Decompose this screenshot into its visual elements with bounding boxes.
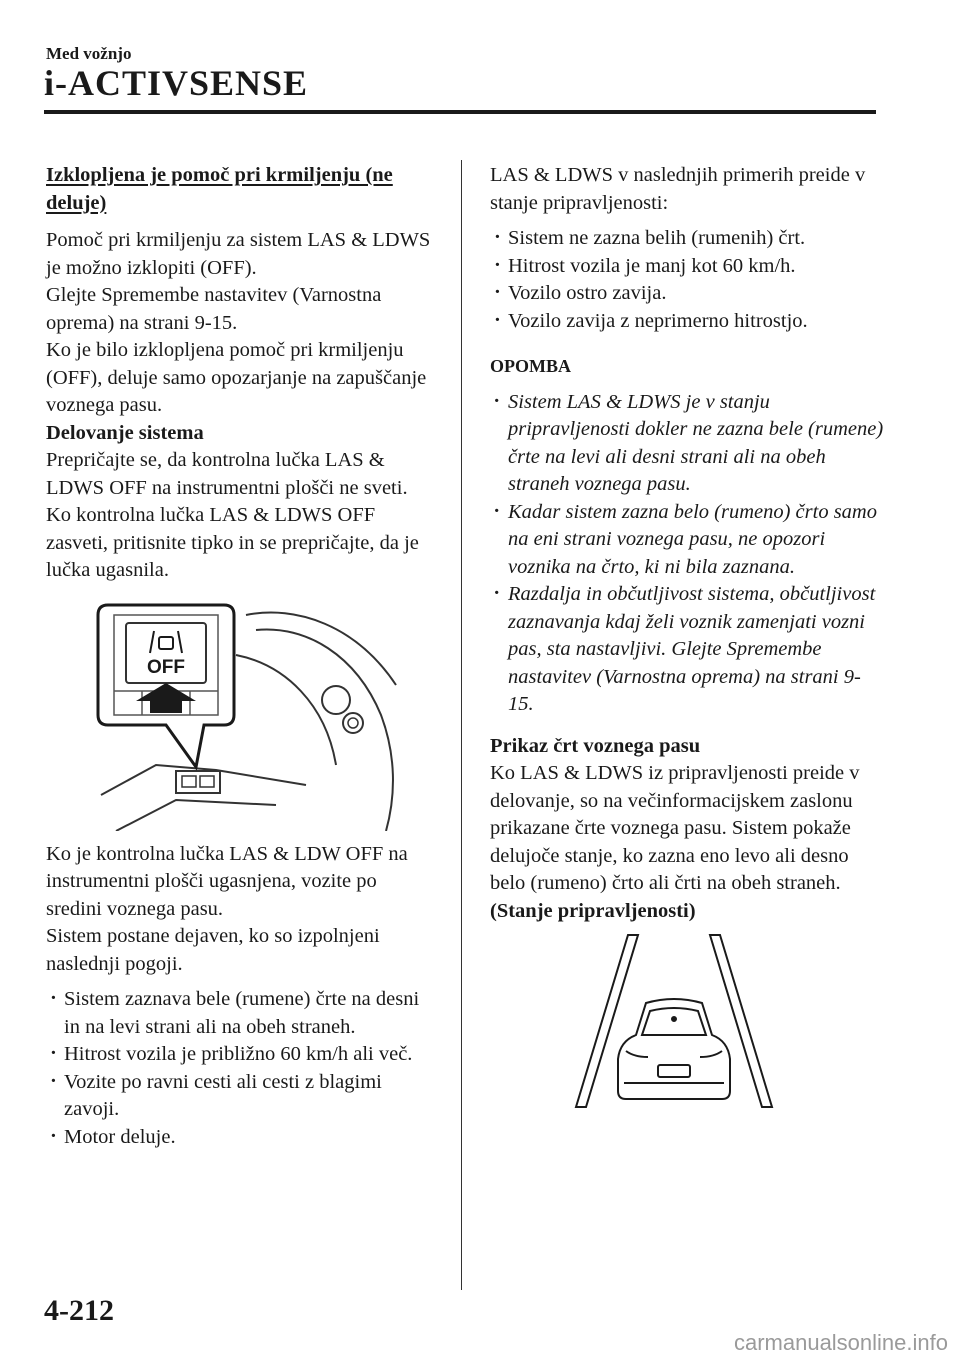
left-para-4: Prepričajte se, da kontrolna lučka LAS & LDWS OFF na instrumentni plošči ne sveti. Ko kontrolna lučka LAS & LDWS OFF zasveti, pritisnite tipko in se prepričajte, da je lučka ugasnila. <box>46 449 419 581</box>
header-rule <box>44 110 876 114</box>
left-para-3: Ko je bilo izklopljena pomoč pri krmiljenju (OFF), deluje samo opozarjanje na zapuščanje voznega pasu. <box>46 339 427 416</box>
note-list <box>490 389 885 719</box>
list-item: · Vozilo ostro zavija. <box>490 280 885 308</box>
system-operation-heading: Delovanje sistema <box>46 421 204 444</box>
steering-assist-heading: Izklopljena je pomoč pri krmiljenju (ne deluje) <box>46 164 393 214</box>
list-item: · Hitrost vozila je manj kot 60 km/h. <box>490 253 885 281</box>
list-item: · Sistem zaznava bele (rumene) črte na desni in na levi strani ali na obeh straneh. <box>46 986 436 1041</box>
section-label: Med vožnjo <box>46 44 132 63</box>
off-switch-label: OFF <box>147 656 185 678</box>
left-para-6: Sistem postane dejaven, ko so izpolnjeni naslednji pogoji. <box>46 925 380 975</box>
standby-state-heading: (Stanje pripravljenosti) <box>490 899 696 922</box>
watermark: carmanualsonline.info <box>733 1330 948 1355</box>
column-divider <box>461 160 462 1290</box>
right-para-1: LAS & LDWS v naslednjih primerih preide v stanje pripravljenosti: <box>490 164 866 214</box>
activation-conditions-list <box>46 986 436 1151</box>
car-icon <box>618 999 730 1099</box>
list-item: · Hitrost vozila je približno 60 km/h ali več. <box>46 1041 436 1069</box>
lane-standby-illustration <box>574 931 774 1111</box>
right-column <box>490 162 885 1111</box>
list-item: · Vozilo zavija z neprimerno hitrostjo. <box>490 308 885 336</box>
lane-display-heading: Prikaz črt voznega pasu <box>490 734 701 757</box>
right-para-2: Ko LAS & LDWS iz pripravljenosti preide v delovanje, so na večinformacijskem zaslonu prikazane črte voznega pasu. Sistem pokaže delujoče stanje, ko zazna eno levo ali desno belo (rumeno) črto ali črti na obeh straneh. <box>490 762 860 894</box>
left-para-5: Ko je kontrolna lučka LAS & LDW OFF na instrumentni plošči ugasnjena, vozite po sredini voznega pasu. <box>46 842 408 920</box>
list-item: · Sistem LAS & LDWS je v stanju pripravljenosti dokler ne zazna bele (rumene) črte na levi ali desni strani ali na obeh straneh voznega pasu. <box>490 389 885 499</box>
page-title: i-ACTIVSENSE <box>44 63 309 103</box>
list-item: · Razdalja in občutljivost sistema, občutljivost zaznavanja kdaj želi voznik zamenjati vozni pas, sta nastavljivi. Glejte Spremembe nastavitev (Varnostna oprema) na strani 9-15. <box>490 581 885 719</box>
list-item: · Kadar sistem zazna belo (rumeno) črto samo na eni strani voznega pasu, ne opozori voznika na črto, ki ni bila zaznana. <box>490 499 885 582</box>
list-item: · Motor deluje. <box>46 1124 436 1152</box>
dashboard-switch-illustration <box>96 595 436 831</box>
page-number: 4-212 <box>44 1294 114 1327</box>
list-item: · Sistem ne zazna belih (rumenih) črt. <box>490 225 885 253</box>
left-para-1: Pomoč pri krmiljenju za sistem LAS & LDWS je možno izklopiti (OFF). <box>46 229 431 279</box>
left-para-2: Glejte Spremembe nastavitev (Varnostna oprema) na strani 9-15. <box>46 284 382 334</box>
list-item: · Vozite po ravni cesti ali cesti z blagimi zavoji. <box>46 1069 436 1124</box>
left-column <box>46 162 436 1151</box>
note-title: OPOMBA <box>490 356 571 376</box>
standby-conditions-list <box>490 225 885 335</box>
